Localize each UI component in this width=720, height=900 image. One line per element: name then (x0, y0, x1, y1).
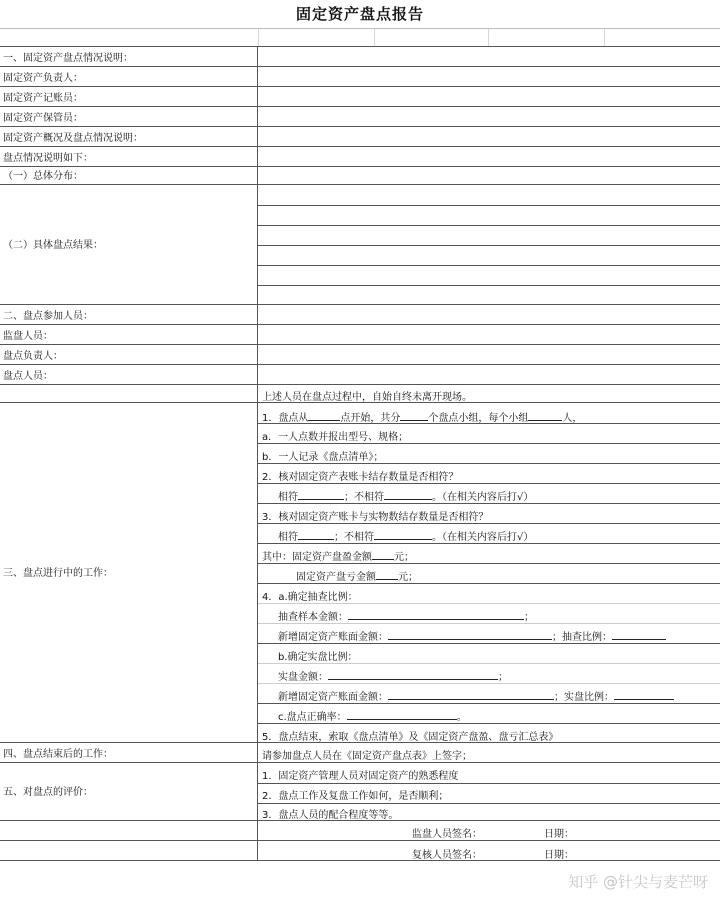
overview-label: 固定资产概况及盘点情况说明： (0, 127, 258, 146)
spreadsheet-blank-row (0, 28, 720, 47)
loss-amount-line: 固定资产盘亏金额 元； (296, 572, 418, 583)
section5-content (258, 763, 720, 820)
supervisor-date-label: 日期： (544, 829, 574, 840)
gain-amount-line: 其中：固定资产盘盈金额 元； (262, 552, 414, 563)
row-specific-results (0, 184, 720, 304)
step4b-line: b.确定实盘比例： (278, 652, 358, 663)
row-overview (0, 126, 720, 146)
row-supervisor (0, 324, 720, 344)
section2-heading: 二、盘点参加人员： (0, 305, 258, 324)
supervisor-label: 监盘人员： (0, 325, 258, 344)
section1-heading: 一、固定资产盘点情况说明： (0, 47, 258, 66)
supervisor-signature-label: 监盘人员签名： (412, 829, 482, 840)
row-keeper (0, 106, 720, 126)
keeper-label: 固定资产保管员： (0, 107, 258, 126)
specific-results-label: （二）具体盘点结果： (0, 185, 258, 304)
distribution-label: （一）总体分布： (0, 167, 258, 184)
row-responsible (0, 66, 720, 86)
section5-heading: 五、对盘点的评价： (0, 763, 258, 820)
new-assets-actual-line: 新增固定资产账面金额： ；实盘比例： (278, 688, 674, 703)
leader-label: 盘点负责人： (0, 345, 258, 364)
accuracy-line: c.盘点正确率： 。 (278, 712, 467, 723)
section4-text: 请参加盘点人员在《固定资产盘点表》上签字； (262, 751, 472, 762)
step3-line: 3．核对固定资产账卡与实物数结存数量是否相符？ (262, 512, 489, 523)
step2-line: 2．核对固定资产表账卡结存数量是否相符？ (262, 472, 459, 483)
situation-label: 盘点情况说明如下： (0, 147, 258, 166)
row-accountant (0, 86, 720, 106)
step5-line: 5．盘点结束，索取《盘点清单》及《固定资产盘盈、盘亏汇总表》 (262, 732, 559, 743)
row-section3 (0, 402, 720, 742)
row-section1-heading (0, 46, 720, 66)
evaluation-1: 1．固定资产管理人员对固定资产的熟悉程度 (262, 771, 459, 782)
table-bottom-border (0, 860, 720, 861)
presence-note: 上述人员在盘点过程中，自始自终未离开现场。 (262, 392, 472, 403)
evaluation-2: 2．盘点工作及复盘工作如何，是否顺利； (262, 791, 449, 802)
reviewer-signature-label: 复核人员签名： (412, 850, 482, 861)
step1b-line: b．一人记录《盘点清单》； (262, 452, 384, 463)
row-situation (0, 146, 720, 166)
row-presence-note (0, 384, 720, 402)
evaluation-3: 3．盘点人员的配合程度等等。 (262, 810, 399, 821)
step1a-line: a．一人点数并报出型号、规格； (262, 432, 409, 443)
row-section2-heading (0, 304, 720, 324)
actual-amount-line: 实盘金额： ； (278, 672, 508, 683)
row-reviewer-signature (0, 840, 720, 860)
new-assets-sample-line: 新增固定资产账面金额： ；抽查比例： (278, 628, 666, 643)
accountant-label: 固定资产记账员： (0, 87, 258, 106)
sample-amount-line: 抽查样本金额： ； (278, 612, 534, 623)
watermark-text: 知乎 @针尖与麦芒呀 (568, 873, 708, 891)
section3-heading: 三、盘点进行中的工作： (0, 403, 258, 742)
step2-match-line: 相符 ；不相符 。（在相关内容后打√） (278, 492, 534, 503)
report-title: 固定资产盘点报告 (295, 5, 424, 23)
row-distribution (0, 166, 720, 184)
step3-match-line: 相符 ；不相符 。（在相关内容后打√） (278, 532, 534, 543)
row-section4 (0, 742, 720, 762)
step4-line: 4．a.确定抽查比例： (262, 592, 358, 603)
row-staff (0, 364, 720, 384)
row-supervisor-signature (0, 820, 720, 840)
section4-heading: 四、盘点结束后的工作： (0, 743, 258, 762)
section3-content (258, 403, 720, 742)
row-section5 (0, 762, 720, 820)
row-leader (0, 344, 720, 364)
responsible-label: 固定资产负责人： (0, 67, 258, 86)
staff-label: 盘点人员： (0, 365, 258, 384)
step1-line: 1．盘点从 点开始，共分 个盘点小组，每个小组 人， (262, 413, 583, 424)
specific-results-cells (258, 185, 720, 304)
reviewer-date-label: 日期： (544, 850, 574, 861)
